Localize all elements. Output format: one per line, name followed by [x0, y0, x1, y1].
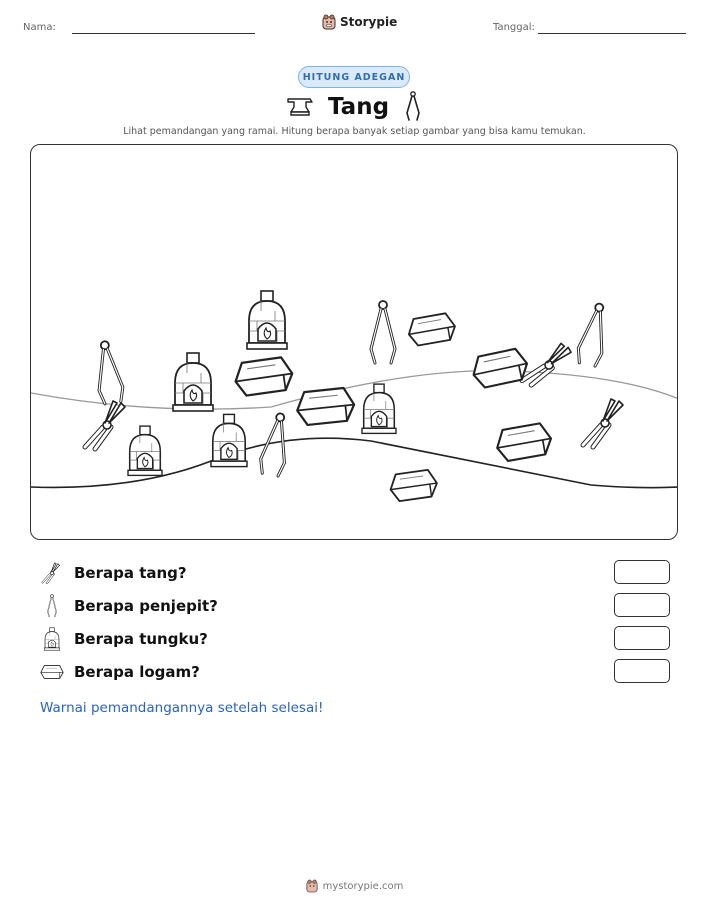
anvil-icon [286, 96, 314, 118]
answer-box[interactable] [614, 659, 670, 683]
question-row [40, 560, 670, 586]
ingot-icon [470, 347, 530, 389]
name-label: Nama: [23, 22, 56, 33]
pliers-icon [85, 401, 125, 449]
color-instruction: Warnai pemandangannya setelah selesai! [40, 700, 324, 716]
ingot-icon [40, 660, 64, 684]
brand-name: Storypie [340, 15, 398, 29]
question-text: Berapa penjepit? [74, 597, 218, 615]
question-text: Berapa tang? [74, 564, 187, 582]
ingot-icon [233, 356, 294, 397]
footer [0, 879, 709, 893]
name-field[interactable] [72, 33, 255, 34]
furnace-icon [40, 627, 64, 651]
furnace-icon [173, 353, 213, 411]
activity-badge: HITUNG ADEGAN [298, 66, 410, 88]
ingot-icon [389, 469, 439, 502]
tongs-icon [575, 301, 611, 367]
question-text: Berapa tungku? [74, 630, 208, 648]
pliers-icon [40, 561, 64, 585]
page-title-row [250, 90, 459, 124]
footer-url[interactable]: mystorypie.com [322, 880, 404, 892]
tongs-icon [403, 91, 423, 123]
question-row [40, 626, 670, 652]
date-label: Tanggal: [493, 22, 535, 33]
answer-box[interactable] [614, 560, 670, 584]
brand-logo [322, 14, 397, 30]
counting-scene[interactable] [30, 144, 678, 540]
tongs-icon [40, 594, 64, 618]
pliers-icon [522, 336, 573, 393]
ingot-icon [406, 312, 457, 347]
ingot-icon [494, 422, 553, 463]
storypie-mascot-icon [322, 14, 336, 30]
ingot-icon [295, 387, 355, 426]
furnace-icon [128, 426, 162, 475]
answer-box[interactable] [614, 593, 670, 617]
question-row [40, 659, 670, 685]
page-title: Tang [327, 94, 390, 120]
storypie-mascot-icon [306, 879, 318, 893]
question-text: Berapa logam? [74, 663, 200, 681]
scene-illustration [31, 145, 678, 540]
date-field[interactable] [538, 33, 686, 34]
question-row [40, 593, 670, 619]
tongs-icon [371, 301, 395, 363]
answer-box[interactable] [614, 626, 670, 650]
tongs-icon [92, 340, 124, 405]
instructions: Lihat pemandangan yang ramai. Hitung berapa banyak setiap gambar yang bisa kamu temukan. [123, 126, 586, 137]
furnace-icon [247, 291, 287, 349]
furnace-icon [362, 384, 396, 433]
pliers-icon [583, 399, 623, 447]
furnace-icon [211, 414, 247, 466]
